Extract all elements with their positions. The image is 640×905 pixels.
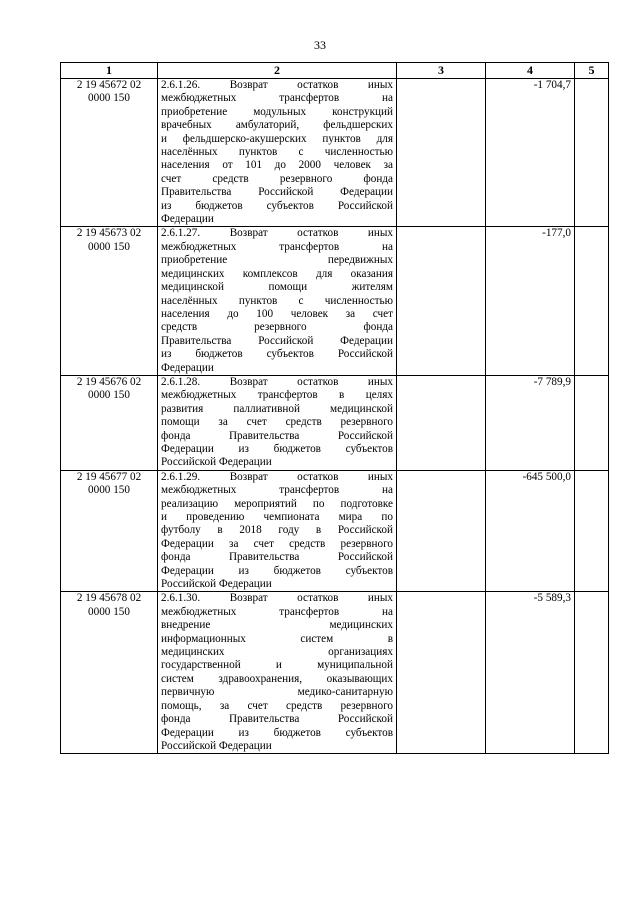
- description-line: межбюджетных трансфертов в целях: [161, 389, 393, 402]
- table-row: [61, 592, 609, 754]
- amount-cell: -7 789,9: [486, 375, 575, 470]
- table-row: [61, 375, 609, 470]
- description-line: внедрение медицинских: [161, 619, 393, 632]
- column-header-4: 4: [486, 63, 575, 79]
- description-line: Федерации за счет средств резервного: [161, 537, 393, 550]
- description-line: из бюджетов субъектов Российской: [161, 348, 393, 361]
- description-line: приобретение модульных конструкций: [161, 105, 393, 118]
- table-row: [61, 227, 609, 375]
- description-line: Федерации: [161, 361, 214, 374]
- budget-code-line: 2 19 45677 02: [76, 470, 142, 483]
- description-line: Российской Федерации: [161, 456, 272, 469]
- description-line: приобретение передвижных: [161, 254, 393, 267]
- description-line: населения от 101 до 2000 человек за: [161, 159, 393, 172]
- description-line: медицинских комплексов для оказания: [161, 267, 393, 280]
- description-line: 2.6.1.28. Возврат остатков иных: [161, 375, 393, 388]
- budget-code-cell: [61, 375, 158, 470]
- description-line: фонда Правительства Российской: [161, 429, 393, 442]
- budget-code-line: 2 19 45672 02: [76, 79, 142, 91]
- budget-code-cell: [61, 592, 158, 754]
- description-line: межбюджетных трансфертов на: [161, 240, 393, 253]
- column-3-cell: [397, 227, 486, 375]
- budget-code-line: 0000 150: [88, 484, 130, 497]
- column-3-cell: [397, 79, 486, 227]
- description-line: и фельдшерско-акушерских пунктов для: [161, 132, 393, 145]
- budget-code-line: 0000 150: [88, 389, 130, 402]
- header-row: [61, 63, 609, 79]
- amount-cell: -645 500,0: [486, 470, 575, 592]
- description-line: межбюджетных трансфертов на: [161, 92, 393, 105]
- budget-code-cell: [61, 227, 158, 375]
- column-5-cell: [575, 79, 609, 227]
- description-line: помощь, за счет средств резервного: [161, 699, 393, 712]
- column-5-cell: [575, 470, 609, 592]
- description-line: реализацию мероприятий по подготовке: [161, 497, 393, 510]
- column-header-5: 5: [575, 63, 609, 79]
- description-line: систем здравоохранения, оказывающих: [161, 672, 393, 685]
- description-line: Российской Федерации: [161, 578, 272, 591]
- amount-cell: -177,0: [486, 227, 575, 375]
- budget-code-line: 0000 150: [88, 605, 130, 618]
- table-row: [61, 470, 609, 592]
- description-line: врачебных амбулаторий, фельдшерских: [161, 119, 393, 132]
- description-line: Правительства Российской Федерации: [161, 334, 393, 347]
- description-line: фонда Правительства Российской: [161, 713, 393, 726]
- budget-code-cell: [61, 470, 158, 592]
- description-line: межбюджетных трансфертов на: [161, 484, 393, 497]
- description-line: первичную медико-санитарную: [161, 686, 393, 699]
- description-line: межбюджетных трансфертов на: [161, 605, 393, 618]
- description-line: Федерации из бюджетов субъектов: [161, 726, 393, 739]
- description-line: Федерации: [161, 213, 214, 226]
- description-line: населённых пунктов с численностью: [161, 146, 393, 159]
- column-5-cell: [575, 592, 609, 754]
- description-line: счет средств резервного фонда: [161, 172, 393, 185]
- column-5-cell: [575, 375, 609, 470]
- description-line: 2.6.1.30. Возврат остатков иных: [161, 592, 393, 605]
- amount-cell: -5 589,3: [486, 592, 575, 754]
- description-line: населённых пунктов с численностью: [161, 294, 393, 307]
- budget-code-line: 2 19 45673 02: [76, 227, 142, 240]
- column-header-2: 2: [158, 63, 397, 79]
- description-line: футболу в 2018 году в Российской: [161, 524, 393, 537]
- page-number: 33: [314, 38, 326, 52]
- description-cell: [158, 375, 397, 470]
- column-header-3: 3: [397, 63, 486, 79]
- description-line: из бюджетов субъектов Российской: [161, 199, 393, 212]
- description-line: 2.6.1.27. Возврат остатков иных: [161, 227, 393, 240]
- description-line: Российской Федерации: [161, 739, 272, 752]
- column-3-cell: [397, 592, 486, 754]
- description-cell: [158, 79, 397, 227]
- description-line: Федерации из бюджетов субъектов: [161, 564, 393, 577]
- budget-code-line: 0000 150: [88, 92, 130, 105]
- column-3-cell: [397, 375, 486, 470]
- description-line: и проведению чемпионата мира по: [161, 511, 393, 523]
- description-line: информационных систем в: [161, 632, 393, 645]
- table-body: [61, 79, 609, 754]
- description-line: помощи за счет средств резервного: [161, 416, 393, 429]
- description-line: населения до 100 человек за счет: [161, 307, 393, 320]
- description-cell: [158, 592, 397, 754]
- description-line: медицинской помощи жителям: [161, 281, 393, 294]
- column-5-cell: [575, 227, 609, 375]
- description-line: Федерации из бюджетов субъектов: [161, 442, 393, 455]
- description-line: государственной и муниципальной: [161, 659, 393, 672]
- description-cell: [158, 227, 397, 375]
- description-line: Правительства Российской Федерации: [161, 186, 393, 199]
- column-3-cell: [397, 470, 486, 592]
- table-row: [61, 79, 609, 227]
- description-line: развития паллиативной медицинской: [161, 402, 393, 415]
- budget-code-line: 2 19 45678 02: [76, 592, 142, 605]
- budget-table: [60, 62, 609, 754]
- budget-code-cell: [61, 79, 158, 227]
- column-header-1: 1: [61, 63, 158, 79]
- budget-code-line: 2 19 45676 02: [76, 375, 142, 388]
- amount-cell: -1 704,7: [486, 79, 575, 227]
- description-line: средств резервного фонда: [161, 321, 393, 334]
- description-line: фонда Правительства Российской: [161, 551, 393, 564]
- description-line: 2.6.1.26. Возврат остатков иных: [161, 79, 393, 91]
- budget-code-line: 0000 150: [88, 240, 130, 253]
- description-cell: [158, 470, 397, 592]
- description-line: 2.6.1.29. Возврат остатков иных: [161, 470, 393, 483]
- description-line: медицинских организациях: [161, 646, 393, 659]
